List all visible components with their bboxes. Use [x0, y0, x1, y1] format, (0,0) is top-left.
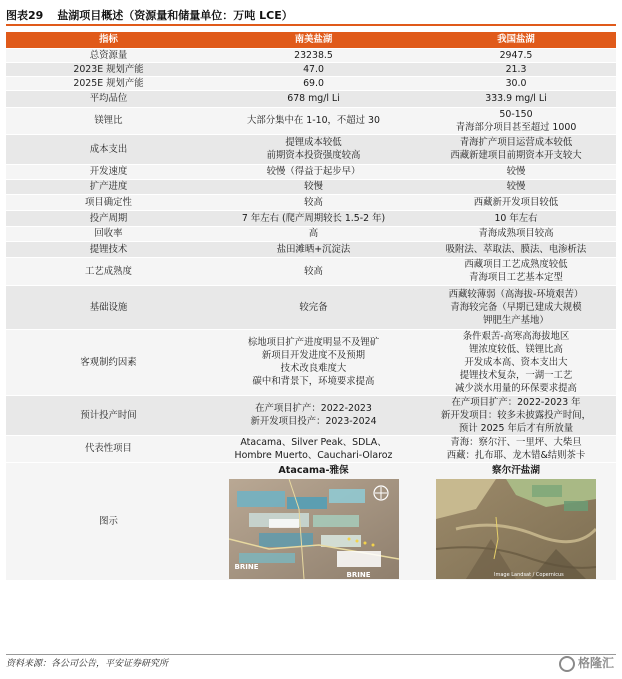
row-label: 总资源量 [6, 48, 211, 62]
cell-line: 2947.5 [499, 49, 533, 61]
row-label: 镁锂比 [6, 107, 211, 134]
lake-comparison-table [6, 32, 616, 581]
cell-south-america [211, 48, 416, 62]
cell-south-america [211, 329, 416, 395]
cell-south-america [211, 226, 416, 241]
table-row [6, 107, 616, 134]
cell-line: 较慢 [506, 166, 526, 177]
table-row [6, 90, 616, 107]
cell-china [416, 62, 616, 76]
row-label: 提锂技术 [6, 241, 211, 257]
cell-line: 预计 2025 年后才有所放量 [458, 422, 574, 434]
cell-line: 前期资本投资强度较高 [266, 150, 361, 161]
cell-south-america [211, 62, 416, 76]
header-indicator: 指标 [6, 32, 211, 48]
table-row [6, 76, 616, 90]
cell-line: 盐田滩晒+沉淀法 [276, 243, 351, 255]
row-label: 扩产进度 [6, 179, 211, 194]
cell-line: 23238.5 [294, 49, 333, 61]
cell-china [416, 164, 616, 179]
cell-line: 碳中和背景下，环境要求提高 [252, 376, 375, 387]
cell-south-america [211, 241, 416, 257]
cell-china [416, 241, 616, 257]
row-label: 客观制约因素 [6, 329, 211, 395]
table-row [6, 194, 616, 210]
cell-line: 678 mg/l Li [287, 93, 340, 104]
cell-line: 棕地项目扩产进度明显不及锂矿 [247, 337, 380, 348]
cell-line: 较高 [304, 196, 323, 208]
figure-title [6, 6, 616, 26]
cell-line: 西藏项目工艺成熟度较低 [464, 259, 568, 270]
table-row [6, 241, 616, 257]
brine-label-secondary: BRINE [346, 570, 371, 579]
table-row [6, 179, 616, 194]
cell-china [416, 210, 616, 226]
row-label: 平均品位 [6, 90, 211, 107]
cell-line: 青海部分项目甚至超过 1000 [455, 121, 577, 133]
cell-line: 西藏新开发项目较低 [473, 196, 559, 208]
table-row [6, 134, 616, 164]
row-label: 图示 [6, 462, 211, 580]
cell-line: 30.0 [505, 77, 527, 89]
row-label: 2023E 规划产能 [6, 62, 211, 76]
cell-china-image [416, 462, 616, 580]
cell-china [416, 90, 616, 107]
row-label: 开发速度 [6, 164, 211, 179]
cell-line: 青海项目工艺基本定型 [469, 272, 563, 283]
cell-line: 7 年左右 (爬产周期较长 1.5-2 年) [241, 212, 386, 224]
cell-line: 333.9 mg/l Li [485, 93, 547, 104]
cell-line: 减少淡水用量的环保要求提高 [455, 382, 577, 394]
cell-line: 大部分集中在 1-10，不超过 30 [247, 115, 380, 126]
cell-south-america [211, 257, 416, 285]
cell-south-america [211, 107, 416, 134]
watermark [559, 652, 614, 674]
table-header-row [6, 32, 616, 48]
cell-line: 69.0 [303, 77, 324, 89]
image-row [6, 462, 616, 580]
cell-south-america [211, 164, 416, 179]
table-row [6, 257, 616, 285]
cell-line: Atacama、Silver Peak、SDLA、 [240, 436, 387, 448]
brine-label: BRINE [234, 562, 259, 571]
cell-line: 条件艰苦-高寒高海拔地区 [462, 330, 570, 342]
cell-south-america-image [211, 462, 416, 580]
table-row [6, 395, 616, 435]
qarhan-satellite-photo [436, 479, 596, 579]
cell-line: 10 年左右 [494, 212, 538, 224]
cell-south-america [211, 395, 416, 435]
atacama-caption: Atacama-雅保 [278, 464, 349, 476]
cell-south-america [211, 285, 416, 329]
cell-line: 较高 [304, 265, 323, 277]
cell-china [416, 134, 616, 164]
cell-china [416, 194, 616, 210]
cell-line: 较慢（得益于起步早） [266, 166, 361, 177]
header-china: 我国盐湖 [416, 32, 616, 48]
table-row [6, 164, 616, 179]
cell-line: 西藏：扎布耶、龙木错&结则茶卡 [446, 449, 586, 461]
cell-china [416, 107, 616, 134]
row-label: 投产周期 [6, 210, 211, 226]
row-label: 工艺成熟度 [6, 257, 211, 285]
cell-china [416, 257, 616, 285]
cell-line: 青海：察尔汗、一里坪、大柴旦 [450, 436, 582, 448]
source-note: 资料来源：各公司公告，平安证券研究所 [6, 654, 616, 672]
row-label: 项目确定性 [6, 194, 211, 210]
cell-south-america [211, 179, 416, 194]
table-row [6, 226, 616, 241]
cell-line: 较完备 [299, 301, 328, 313]
cell-south-america [211, 194, 416, 210]
cell-line: 技术改良难度大 [280, 363, 347, 374]
header-south-america: 南美盐湖 [211, 32, 416, 48]
figure-number: 图表29 [6, 9, 44, 22]
cell-line: Hombre Muerto、Cauchari-Olaroz [234, 449, 393, 461]
cell-line: 吸附法、萃取法、膜法、电渗析法 [445, 243, 587, 255]
table-row [6, 62, 616, 76]
cell-line: 新开发项目：较多未披露投产时间， [440, 409, 591, 421]
cell-china [416, 48, 616, 62]
cell-china [416, 226, 616, 241]
table-row [6, 329, 616, 395]
row-label: 预计投产时间 [6, 395, 211, 435]
cell-line: 较慢 [506, 181, 526, 192]
cell-south-america [211, 76, 416, 90]
cell-china [416, 285, 616, 329]
cell-south-america [211, 435, 416, 462]
row-label: 基础设施 [6, 285, 211, 329]
cell-line: 开发成本高、资本支出大 [464, 356, 568, 368]
cell-south-america [211, 134, 416, 164]
cell-line: 较慢 [304, 181, 323, 192]
cell-line: 青海成熟项目较高 [478, 228, 554, 239]
watermark-text: 格隆汇 [577, 656, 614, 670]
cell-line: 锂浓度较低、镁锂比高 [469, 343, 563, 355]
row-label: 成本支出 [6, 134, 211, 164]
cell-china [416, 329, 616, 395]
cell-line: 在产项目扩产：2022-2023 [255, 403, 372, 414]
cell-line: 西藏较薄弱（高海拔-环境艰苦） [448, 288, 584, 300]
cell-line: 提锂成本较低 [285, 137, 342, 148]
cell-line: 47.0 [303, 63, 324, 75]
table-row [6, 48, 616, 62]
table-row [6, 435, 616, 462]
cell-line: 提锂技术复杂，一湖一工艺 [459, 369, 573, 381]
table-row [6, 210, 616, 226]
cell-line: 21.3 [505, 63, 527, 75]
cell-line: 钾肥生产基地） [483, 314, 549, 326]
row-label: 2025E 规划产能 [6, 76, 211, 90]
cell-line: 高 [308, 228, 319, 239]
row-label: 代表性项目 [6, 435, 211, 462]
row-label: 回收率 [6, 226, 211, 241]
cell-south-america [211, 90, 416, 107]
cell-line: 新开发项目投产：2023-2024 [250, 416, 377, 427]
qarhan-caption: 察尔汗盐湖 [492, 464, 540, 476]
cell-line: 新项目开发进度不及预期 [261, 350, 366, 361]
atacama-aerial-photo [229, 479, 399, 579]
image-credit: Image Landsat / Copernicus [494, 571, 564, 578]
cell-china [416, 395, 616, 435]
cell-line: 西藏新建项目前期资本开支较大 [450, 150, 582, 161]
cell-line: 青海较完备（早期已建成大规模 [450, 301, 582, 313]
cell-south-america [211, 210, 416, 226]
cell-line: 青海扩产项目运营成本较低 [459, 137, 573, 148]
cell-line: 在产项目扩产：2022-2023 年 [451, 396, 581, 408]
cell-china [416, 179, 616, 194]
cell-china [416, 435, 616, 462]
watermark-logo-icon [559, 656, 575, 672]
figure-caption: 盐湖项目概述（资源量和储量单位：万吨 LCE） [57, 9, 293, 22]
cell-china [416, 76, 616, 90]
table-row [6, 285, 616, 329]
cell-line: 50-150 [499, 108, 533, 120]
